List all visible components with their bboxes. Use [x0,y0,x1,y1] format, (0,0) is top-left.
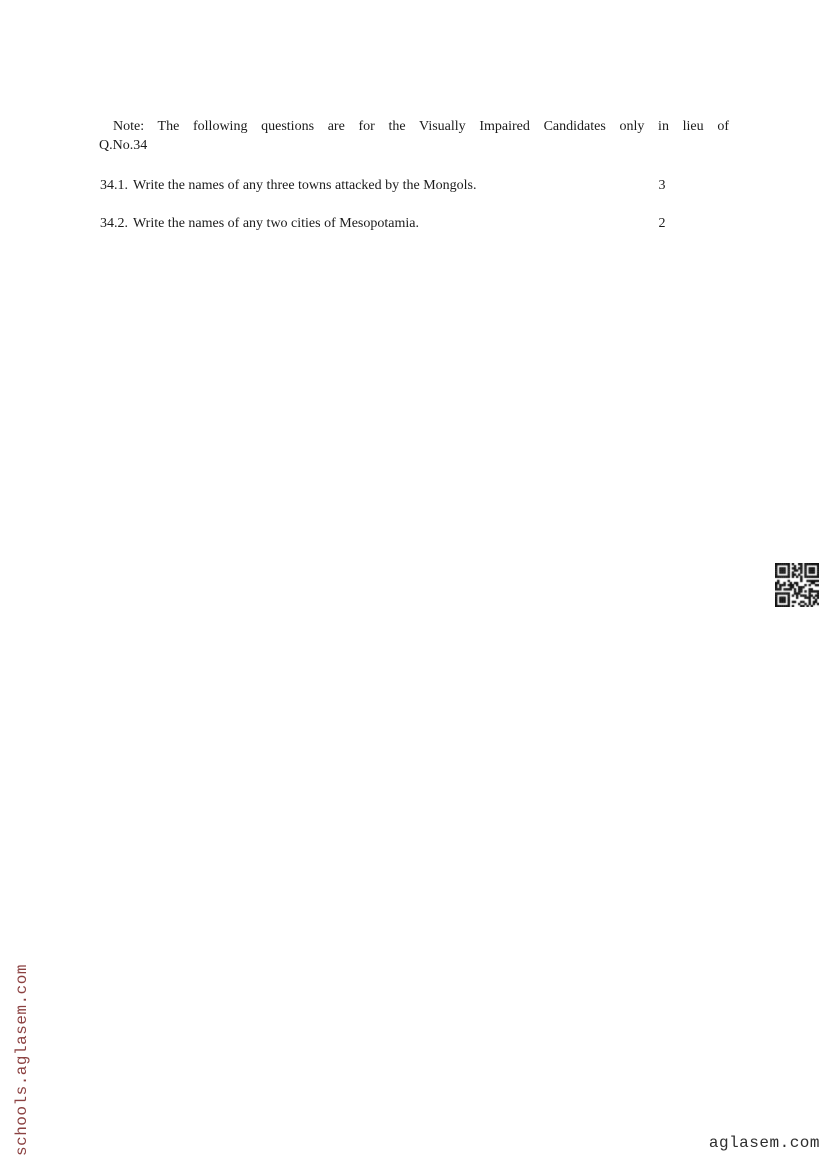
note-text-line2: Q.No.34 [99,138,148,153]
question-number: 34.1. [100,178,128,193]
question-marks: 2 [658,216,666,231]
question-row-34-1 [100,176,720,195]
question-row-34-2 [100,214,720,233]
qr-code [775,563,819,607]
question-text: Write the names of any two cities of Mesopotamia. [133,216,419,231]
note-paragraph [99,117,729,155]
question-text: Write the names of any three towns attacked by the Mongols. [133,178,477,193]
watermark-left-vertical: schools.aglasem.com [13,964,31,1156]
question-number: 34.2. [100,216,128,231]
question-marks: 3 [658,178,666,193]
note-text-line1: Note: The following questions are for the Visually Impaired Candidates only in lieu of [113,119,729,134]
watermark-bottom-right: aglasem.com [708,1134,820,1152]
